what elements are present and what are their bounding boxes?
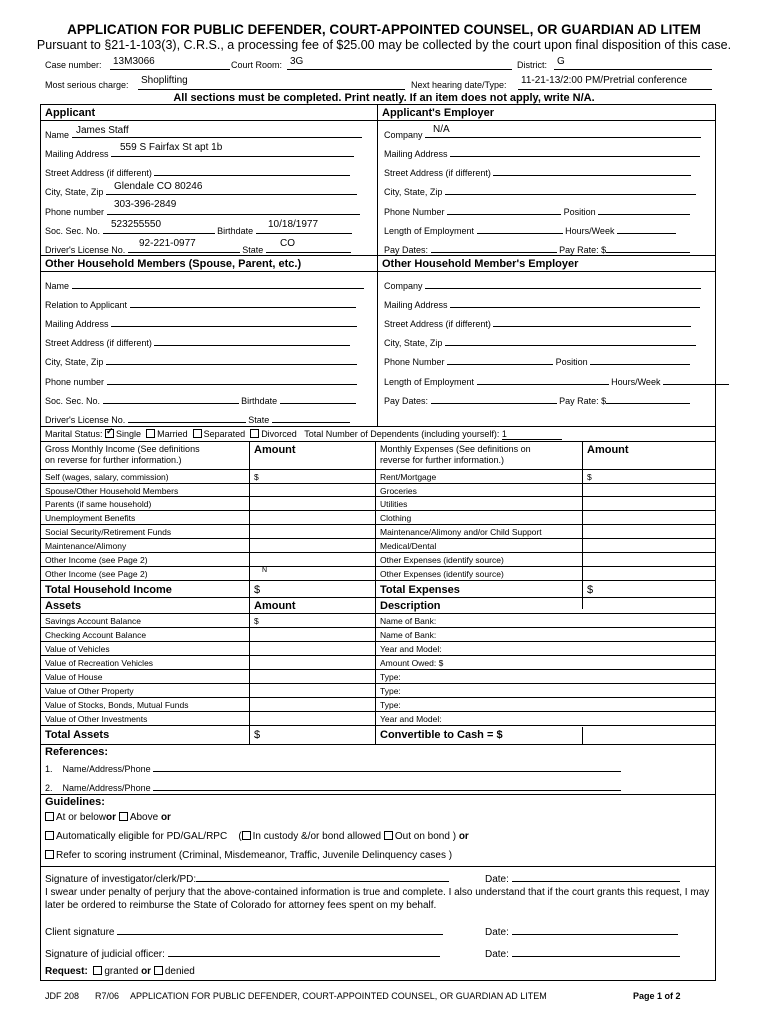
rule	[40, 744, 716, 745]
household-relation-field[interactable]: Relation to Applicant	[45, 298, 356, 310]
rule	[40, 697, 716, 698]
assets-description-header: Description	[380, 600, 441, 612]
income-header: Gross Monthly Income (See definitions on reverse for further information.)	[45, 444, 200, 465]
rule	[40, 426, 716, 427]
expense-row-label: Utilities	[380, 499, 408, 509]
income-row-label: Maintenance/Alimony	[45, 541, 127, 551]
perjury-oath: I swear under penalty of perjury that the above-contained information is true and complete. I also understand that if the court grants this request, I may later be ordered to reimburse the State of Colorado for attorney fees spent on my behalf.	[45, 887, 710, 911]
household-employer-street-field[interactable]: Street Address (if different)	[384, 317, 691, 329]
checkbox-icon	[154, 966, 163, 975]
employer-street-field[interactable]: Street Address (if different)	[384, 166, 691, 178]
income-self-amount[interactable]: $	[254, 472, 259, 482]
asset-row-label: Value of Other Property	[45, 686, 134, 696]
rule	[40, 597, 716, 598]
income-row-label: Unemployment Benefits	[45, 513, 136, 523]
charge-label: Most serious charge:	[45, 80, 129, 90]
charge-value: Shoplifting	[141, 75, 188, 86]
checkbox-icon	[242, 831, 251, 840]
income-amount-header: Amount	[254, 444, 296, 456]
total-expenses-label: Total Expenses	[380, 584, 460, 596]
rule	[40, 469, 716, 470]
rule	[40, 613, 716, 614]
convertible-to-cash[interactable]: Convertible to Cash = $	[380, 729, 503, 741]
asset-description[interactable]: Year and Model:	[380, 714, 442, 724]
employer-city-field[interactable]: City, State, Zip	[384, 185, 696, 197]
employer-length-field[interactable]: Length of Employment Hours/Week	[384, 224, 676, 236]
form-title: APPLICATION FOR PUBLIC DEFENDER, COURT-APPOINTED COUNSEL, OR GUARDIAN AD LITEM	[67, 22, 701, 37]
checkbox-icon	[384, 831, 393, 840]
column-divider	[375, 441, 376, 745]
income-row-label: Self (wages, salary, commission)	[45, 472, 169, 482]
hearing-value: 11-21-13/2:00 PM/Pretrial conference	[521, 75, 688, 86]
asset-row-label: Value of Stocks, Bonds, Mutual Funds	[45, 700, 189, 710]
applicant-phone-value: 303-396-2849	[114, 199, 177, 210]
expense-row-label: Clothing	[380, 513, 412, 523]
household-employer-company-field[interactable]: Company	[384, 279, 701, 291]
marital-divorced-option[interactable]: Divorced	[250, 429, 297, 439]
rule	[40, 711, 716, 712]
rule	[40, 552, 716, 553]
household-street-field[interactable]: Street Address (if different)	[45, 336, 350, 348]
household-employer-pay-field[interactable]: Pay Dates: Pay Rate: $	[384, 394, 690, 406]
asset-description[interactable]: Type:	[380, 700, 401, 710]
court-room-field[interactable]	[287, 58, 512, 70]
checkbox-icon	[45, 812, 54, 821]
investigator-signature-field[interactable]: Signature of investigator/clerk/PD:	[45, 872, 449, 885]
asset-row-label: Value of Other Investments	[45, 714, 148, 724]
rule	[40, 566, 716, 567]
applicant-city-field[interactable]: City, State, Zip	[45, 185, 357, 197]
checkbox-icon	[45, 831, 54, 840]
footer-page-number: Page 1 of 2	[633, 991, 681, 1001]
asset-description[interactable]: Amount Owed: $	[380, 658, 444, 668]
expenses-header: Monthly Expenses (See definitions on reverse for further information.)	[380, 444, 531, 465]
asset-row-label: Checking Account Balance	[45, 630, 147, 640]
checkbox-icon	[146, 429, 155, 438]
checkbox-icon	[250, 429, 259, 438]
out-on-bond-option[interactable]: Out on bond	[384, 831, 450, 842]
guidelines-heading: Guidelines:	[45, 796, 105, 808]
rule	[40, 794, 716, 795]
client-date-field[interactable]: Date:	[485, 925, 678, 938]
applicant-phone-field[interactable]: Phone number	[45, 205, 360, 217]
rule	[40, 524, 716, 525]
asset-row-label: Value of House	[45, 672, 103, 682]
investigator-date-field[interactable]: Date:	[485, 872, 680, 885]
employer-company-field[interactable]: Company	[384, 128, 701, 140]
asset-description[interactable]: Year and Model:	[380, 644, 442, 654]
applicant-birthdate-value: 10/18/1977	[268, 219, 319, 230]
rule	[40, 627, 716, 628]
income-row-label: Social Security/Retirement Funds	[45, 527, 172, 537]
applicant-ssn-field[interactable]: Soc. Sec. No. Birthdate	[45, 224, 352, 236]
district-field[interactable]	[554, 58, 712, 70]
expense-rent-amount[interactable]: $	[587, 472, 592, 482]
household-employer-heading: Other Household Member's Employer	[382, 258, 579, 270]
rule	[40, 725, 716, 726]
household-employer-mailing-field[interactable]: Mailing Address	[384, 298, 700, 310]
marital-separated-option[interactable]: Separated	[193, 429, 246, 439]
asset-row-label: Value of Recreation Vehicles	[45, 658, 154, 668]
applicant-mailing-field[interactable]: Mailing Address	[45, 147, 354, 159]
column-divider	[582, 727, 583, 745]
household-mailing-field[interactable]: Mailing Address	[45, 317, 357, 329]
income-other2-amount[interactable]: N	[262, 567, 268, 574]
judicial-date-field[interactable]: Date:	[485, 947, 680, 960]
household-heading: Other Household Members (Spouse, Parent, etc.)	[45, 258, 302, 270]
dependents-value: 1	[501, 429, 507, 439]
hearing-label: Next hearing date/Type:	[411, 80, 507, 90]
footer-revision: R7/06	[95, 991, 120, 1001]
column-divider	[582, 441, 583, 609]
employer-heading: Applicant's Employer	[382, 107, 495, 119]
rule	[40, 255, 716, 256]
employer-phone-field[interactable]: Phone Number Position	[384, 205, 690, 217]
income-row-label: Parents (if same household)	[45, 499, 152, 509]
auto-eligible-option[interactable]: Automatically eligible for PD/GAL/RPC	[45, 831, 227, 842]
refer-scoring-option[interactable]: Refer to scoring instrument (Criminal, Misdemeanor, Traffic, Juvenile Delinquency cases )	[45, 850, 452, 861]
expense-row-label: Medical/Dental	[380, 541, 437, 551]
rule	[40, 483, 716, 484]
rule	[40, 683, 716, 684]
household-employer-city-field[interactable]: City, State, Zip	[384, 336, 696, 348]
request-granted-option[interactable]: granted	[93, 966, 138, 977]
rule	[40, 655, 716, 656]
checkbox-icon	[45, 850, 54, 859]
marital-status-row: Marital Status: ✓ Single Married Separated Divorced Total Number of Dependents (including yourself): 1	[45, 429, 562, 440]
asset-description[interactable]: Type:	[380, 686, 401, 696]
checkbox-icon	[193, 429, 202, 438]
income-row-label: Other Income (see Page 2)	[45, 555, 148, 565]
request-row: Request: granted or denied	[45, 966, 195, 977]
marital-single-option[interactable]: ✓ Single	[105, 429, 141, 439]
employer-company-value: N/A	[433, 124, 450, 135]
applicant-heading: Applicant	[45, 107, 96, 119]
total-expenses-amount[interactable]: $	[587, 584, 594, 596]
total-assets-amount[interactable]: $	[254, 729, 261, 741]
applicant-ssn-value: 523255550	[111, 219, 162, 230]
in-custody-option[interactable]: In custody &/or bond allowed	[242, 831, 381, 842]
rule	[40, 538, 716, 539]
expense-row-label: Other Expenses (identify source)	[380, 555, 504, 565]
income-row-label: Other Income (see Page 2)	[45, 569, 148, 579]
household-city-field[interactable]: City, State, Zip	[45, 355, 357, 367]
column-divider	[249, 441, 250, 745]
household-employer-phone-field[interactable]: Phone Number Position	[384, 355, 690, 367]
checkbox-icon	[93, 966, 102, 975]
above-option[interactable]: Above	[119, 812, 158, 823]
court-room-label: Court Room:	[231, 60, 283, 70]
dependents-field[interactable]	[502, 429, 562, 440]
applicant-street-field[interactable]: Street Address (if different)	[45, 166, 350, 178]
total-assets-label: Total Assets	[45, 729, 110, 741]
asset-savings-amount[interactable]: $	[254, 616, 259, 626]
references-heading: References:	[45, 746, 108, 758]
instructions: All sections must be completed. Print neatly. If an item does not apply, write N/A.	[173, 92, 595, 104]
request-denied-option[interactable]: denied	[154, 966, 195, 977]
rule	[40, 120, 716, 121]
household-name-field[interactable]: Name	[45, 279, 364, 291]
rule	[40, 496, 716, 497]
footer-form-number: JDF 208	[45, 991, 80, 1001]
household-ssn-field[interactable]: Soc. Sec. No. Birthdate	[45, 394, 356, 406]
household-employer-length-field[interactable]: Length of Employment Hours/Week	[384, 375, 729, 387]
judicial-signature-field[interactable]: Signature of judicial officer:	[45, 947, 440, 960]
asset-row-label: Savings Account Balance	[45, 616, 141, 626]
client-signature-field[interactable]: Client signature	[45, 925, 443, 938]
employer-mailing-field[interactable]: Mailing Address	[384, 147, 700, 159]
income-row-label: Spouse/Other Household Members	[45, 486, 179, 496]
applicant-mailing-value: 559 S Fairfax St apt 1b	[120, 142, 223, 153]
applicant-dl-field[interactable]: Driver's License No. State	[45, 243, 351, 255]
rule	[40, 641, 716, 642]
section-divider	[377, 104, 378, 426]
district-label: District:	[517, 60, 547, 70]
asset-row-label: Value of Vehicles	[45, 644, 110, 654]
asset-description[interactable]: Name of Bank:	[380, 616, 437, 626]
applicant-name-field[interactable]: Name	[45, 128, 362, 140]
rule	[40, 866, 716, 867]
form-subtitle: Pursuant to §21-1-103(3), C.R.S., a processing fee of $25.00 may be collected by the court upon final disposition of this case.	[36, 38, 732, 52]
footer-title: APPLICATION FOR PUBLIC DEFENDER, COURT-APPOINTED COUNSEL, OR GUARDIAN AD LITEM	[130, 991, 547, 1001]
total-income-amount[interactable]: $	[254, 584, 261, 596]
asset-description[interactable]: Type:	[380, 672, 401, 682]
expense-row-label: Maintenance/Alimony and/or Child Support	[380, 527, 542, 537]
at-or-below-option[interactable]: At or below	[45, 812, 106, 823]
checkbox-icon	[119, 812, 128, 821]
court-room-value: 3G	[290, 56, 304, 67]
expenses-amount-header: Amount	[587, 444, 629, 456]
employer-pay-field[interactable]: Pay Dates: Pay Rate: $	[384, 243, 690, 255]
household-dl-field[interactable]: Driver's License No. State	[45, 413, 350, 425]
guideline-auto-row: Automatically eligible for PD/GAL/RPC ( In custody &/or bond allowed Out on bond ) or	[45, 831, 469, 842]
total-income-label: Total Household Income	[45, 584, 172, 596]
reference-1-field[interactable]: 1. Name/Address/Phone	[45, 762, 621, 774]
applicant-state-value: CO	[280, 238, 295, 249]
household-phone-field[interactable]: Phone number	[45, 375, 357, 387]
district-value: G	[557, 56, 565, 67]
marital-married-option[interactable]: Married	[146, 429, 188, 439]
expense-row-label: Other Expenses (identify source)	[380, 569, 504, 579]
rule	[40, 271, 716, 272]
expense-row-label: Groceries	[380, 486, 417, 496]
rule	[40, 441, 716, 442]
assets-amount-header: Amount	[254, 600, 296, 612]
reference-2-field[interactable]: 2. Name/Address/Phone	[45, 781, 621, 793]
expense-row-label: Rent/Mortgage	[380, 472, 437, 482]
guideline-threshold-row: At or belowor Above or	[45, 812, 171, 823]
applicant-name-value: James Staff	[76, 125, 129, 136]
rule	[40, 669, 716, 670]
case-number-label: Case number:	[45, 60, 102, 70]
applicant-dl-value: 92-221-0977	[139, 238, 196, 249]
assets-header: Assets	[45, 600, 82, 612]
case-number-value: 13M3066	[113, 56, 155, 67]
checkbox-checked-icon	[105, 429, 114, 438]
asset-description[interactable]: Name of Bank:	[380, 630, 437, 640]
rule	[40, 510, 716, 511]
rule	[40, 580, 716, 581]
applicant-city-value: Glendale CO 80246	[114, 181, 203, 192]
